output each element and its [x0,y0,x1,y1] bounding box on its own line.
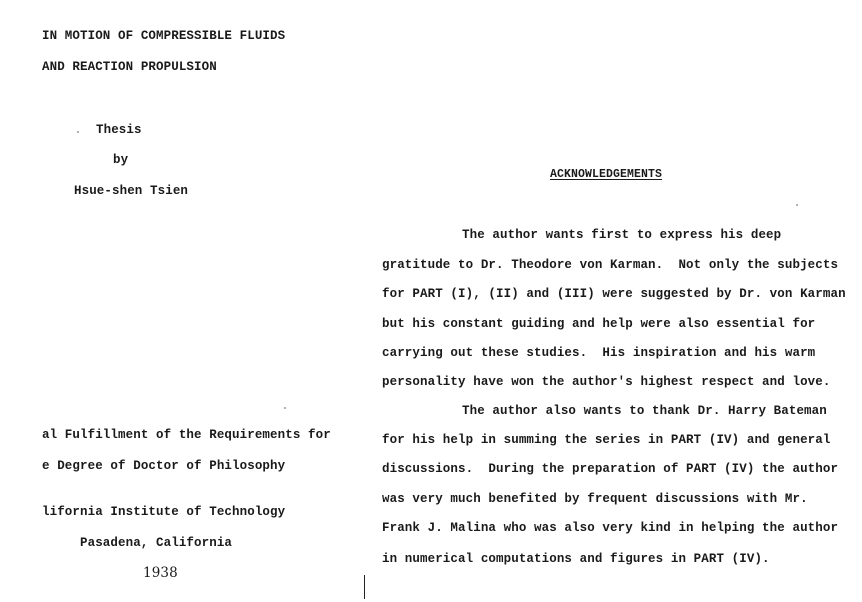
paragraph-line: for his help in summing the series in PART (IV) and general [382,433,831,447]
thesis-year: 1938 [143,565,178,581]
gutter-mark [364,575,365,599]
paragraph-line: discussions. During the preparation of PART (IV) the author [382,462,839,476]
paragraph-line: but his constant guiding and help were also essential for [382,317,816,331]
institute-location: Pasadena, California [80,536,233,550]
acknowledgements-page [366,0,862,602]
acknowledgements-heading: ACKNOWLEDGEMENTS [550,168,663,181]
paragraph-line: for PART (I), (II) and (III) were suggested by Dr. von Karman [382,287,846,301]
paragraph-line: in numerical computations and figures in PART (IV). [382,552,770,566]
institute-name: lifornia Institute of Technology [42,505,286,519]
title-page [0,0,362,602]
paragraph-line: gratitude to Dr. Theodore von Karman. Not only the subjects [382,258,839,272]
fulfillment-line-1: al Fulfillment of the Requirements for [42,428,331,442]
paragraph-line: carrying out these studies. His inspiration and his warm [382,346,816,360]
paragraph-line: was very much benefited by frequent discussions with Mr. [382,492,808,506]
scan-speck [284,407,286,409]
thesis-label: Thesis [96,123,142,137]
scan-speck [796,204,798,206]
paragraph-line: The author also wants to thank Dr. Harry Bateman [462,404,827,418]
fulfillment-line-2: e Degree of Doctor of Philosophy [42,459,286,473]
author-name: Hsue-shen Tsien [74,184,189,198]
paragraph-line: Frank J. Malina who was also very kind in helping the author [382,521,839,535]
by-label: by [113,153,129,167]
scan-speck [77,131,79,133]
title-line-2: AND REACTION PROPULSION [42,60,217,74]
title-line-1: IN MOTION OF COMPRESSIBLE FLUIDS [42,29,286,43]
paragraph-line: The author wants first to express his deep [462,228,782,242]
paragraph-line: personality have won the author's highest respect and love. [382,375,831,389]
